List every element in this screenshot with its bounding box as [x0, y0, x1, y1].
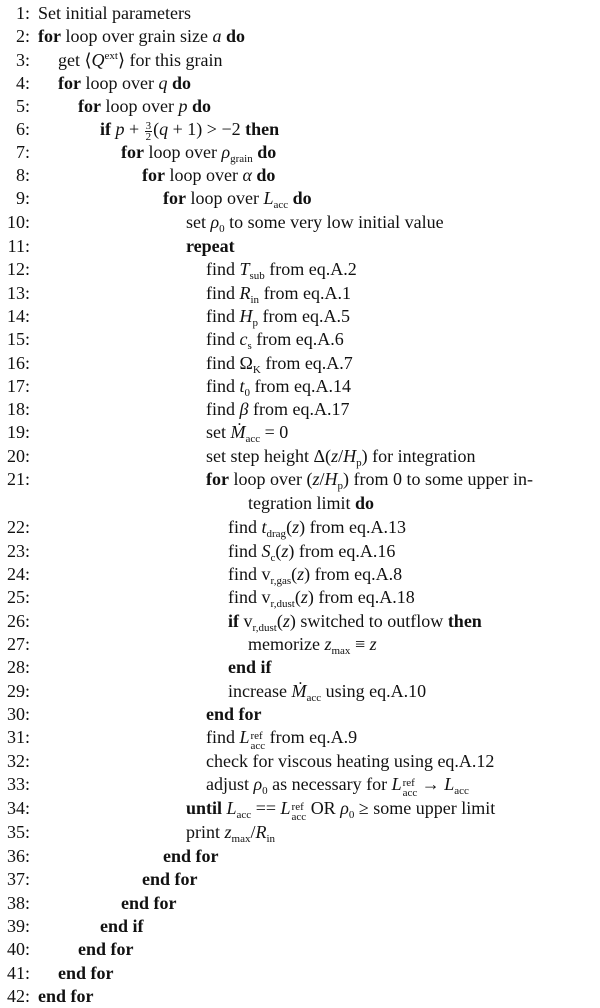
keyword: for — [78, 96, 101, 116]
line-statement — [206, 445, 476, 467]
line-statement — [163, 845, 219, 867]
subscript: max — [231, 833, 251, 845]
text-run: from eq.A.1 — [259, 283, 352, 303]
line-statement — [58, 72, 191, 94]
line-number: 4: — [15, 73, 30, 93]
math-symbol: z — [312, 469, 320, 489]
line-statement — [228, 540, 395, 562]
text-run: as necessary for — [267, 774, 392, 794]
text-run: ⟩ for this grain — [117, 50, 223, 70]
line-number: 22: — [6, 517, 30, 537]
keyword: for — [121, 142, 144, 162]
subscript: grain — [230, 153, 253, 165]
line-statement — [186, 797, 495, 822]
math-symbol: z — [282, 611, 290, 631]
keyword: do — [171, 73, 191, 93]
math-symbol: a — [212, 26, 222, 46]
text-run: ≡ — [350, 634, 370, 654]
text-run: loop over grain size — [60, 26, 213, 46]
line-number: 5: — [15, 96, 30, 116]
line-number: 16: — [6, 353, 30, 373]
line-number: 40: — [6, 939, 30, 959]
line-statement — [38, 985, 94, 1007]
line-number: 23: — [6, 541, 30, 561]
text-run: OR — [306, 798, 341, 818]
text-run: find — [206, 376, 240, 396]
subscript: drag — [266, 528, 287, 540]
text-run: loop over — [100, 96, 179, 116]
line-number: 38: — [6, 893, 30, 913]
keyword: do — [191, 96, 211, 116]
subscript: 0 — [348, 809, 355, 821]
line-number: 10: — [6, 212, 30, 232]
line-number: 24: — [6, 564, 30, 584]
text-run: + — [124, 119, 144, 139]
line-number: 39: — [6, 916, 30, 936]
text-run: set — [186, 212, 211, 232]
line-number: 13: — [6, 283, 30, 303]
text-run: tegration limit — [248, 493, 355, 513]
math-symbol: t — [239, 376, 245, 396]
text-run: find — [206, 283, 240, 303]
line-number: 25: — [6, 587, 30, 607]
math-symbol: L — [444, 774, 455, 794]
text-run: ( — [276, 611, 283, 631]
line-statement — [206, 352, 353, 374]
line-statement — [248, 633, 377, 655]
text-run: ) from eq.A.13 — [299, 517, 407, 537]
math-symbol: z — [281, 541, 289, 561]
line-statement — [206, 398, 349, 420]
subscript: p — [356, 457, 362, 469]
line-number: 37: — [6, 869, 30, 889]
keyword: for — [142, 165, 165, 185]
text-run: loop over — [164, 165, 243, 185]
line-statement — [58, 962, 114, 984]
subscript: r,dust — [252, 622, 277, 634]
sup-sub-stack — [292, 802, 307, 822]
subscript: acc — [236, 809, 252, 821]
line-statement — [142, 868, 198, 890]
subscript: acc — [273, 199, 289, 211]
text-run: get ⟨ — [58, 50, 92, 70]
line-number: 19: — [6, 422, 30, 442]
text-run: ) from eq.A.16 — [288, 541, 396, 561]
line-number: 32: — [6, 751, 30, 771]
line-statement — [100, 118, 279, 142]
subscript: acc — [454, 785, 469, 797]
line-number: 42: — [6, 986, 30, 1006]
text-run: to some very low initial value — [224, 212, 444, 232]
math-symbol: ρ — [221, 142, 231, 162]
text-run: loop over — [80, 73, 159, 93]
text-run: find v — [228, 587, 271, 607]
keyword: do — [292, 188, 312, 208]
text-run: from eq.A.14 — [250, 376, 351, 396]
text-run: find — [206, 306, 240, 326]
text-run: find Ω — [206, 353, 253, 373]
keyword: if — [100, 119, 111, 139]
line-statement — [186, 821, 275, 843]
text-run: set step height Δ( — [206, 446, 332, 466]
text-run: find — [206, 329, 240, 349]
subscript: in — [250, 294, 260, 306]
keyword: for — [58, 73, 81, 93]
line-number: 35: — [6, 822, 30, 842]
line-statement — [206, 703, 262, 725]
line-statement — [206, 773, 469, 798]
subscript: in — [266, 833, 276, 845]
line-number: 34: — [6, 798, 30, 818]
math-symbol: H — [239, 306, 253, 326]
line-statement — [206, 750, 494, 772]
text-run: ≥ some upper limit — [354, 798, 496, 818]
text-run: ) from 0 to some upper in- — [343, 469, 533, 489]
line-number: 2: — [15, 26, 30, 46]
math-symbol: z — [292, 517, 300, 537]
text-run: + 1) > −2 — [168, 119, 246, 139]
math-symbol: Ṁ — [291, 681, 307, 701]
math-symbol: Q — [91, 50, 105, 70]
line-statement — [142, 164, 275, 186]
line-number: 1: — [15, 3, 30, 23]
line-statement — [206, 421, 288, 443]
fraction — [145, 121, 153, 142]
line-21-continuation — [248, 492, 374, 514]
line-number: 26: — [6, 611, 30, 631]
subscript: r,gas — [270, 575, 292, 587]
line-number: 41: — [6, 963, 30, 983]
math-symbol: α — [242, 165, 252, 185]
line-number: 20: — [6, 446, 30, 466]
math-symbol: t — [261, 517, 267, 537]
text-run: = 0 — [260, 422, 289, 442]
line-number: 6: — [15, 119, 30, 139]
line-number: 12: — [6, 259, 30, 279]
subscript: sub — [249, 270, 265, 282]
keyword: then — [245, 119, 280, 139]
line-statement — [228, 563, 402, 585]
subscript: acc — [402, 787, 418, 799]
text-run: / — [250, 822, 256, 842]
keyword: do — [257, 142, 277, 162]
line-statement — [206, 282, 351, 304]
text-run: ) from eq.A.8 — [304, 564, 403, 584]
text-run: adjust — [206, 774, 254, 794]
text-run: from eq.A.6 — [251, 329, 344, 349]
line-statement — [228, 656, 272, 678]
text-run: find v — [228, 564, 271, 584]
keyword: if — [228, 611, 239, 631]
line-number: 7: — [15, 142, 30, 162]
text-run: loop over — [185, 188, 264, 208]
math-symbol: q — [159, 119, 169, 139]
text-run: from eq.A.7 — [260, 353, 353, 373]
line-number: 18: — [6, 399, 30, 419]
math-symbol: ρ — [210, 212, 220, 232]
line-statement — [206, 375, 351, 397]
text-run: ( — [275, 541, 282, 561]
text-run: ( — [286, 517, 293, 537]
line-statement — [186, 211, 444, 233]
text-run: ) switched to outflow — [289, 611, 448, 631]
math-symbol: ρ — [340, 798, 349, 818]
line-number: 21: — [6, 469, 30, 489]
line-statement — [78, 95, 211, 117]
sup-sub-stack — [251, 731, 266, 751]
sup-sub-stack — [403, 778, 418, 798]
keyword: end if — [100, 916, 144, 936]
text-run: loop over ( — [228, 469, 313, 489]
line-number: 8: — [15, 165, 30, 185]
line-statement — [206, 726, 357, 751]
text-run: ( — [153, 119, 160, 139]
math-symbol: Ṁ — [230, 422, 246, 442]
denominator: 2 — [145, 131, 152, 143]
line-statement — [58, 49, 222, 71]
math-symbol: ρ — [253, 774, 263, 794]
subscript: 0 — [219, 223, 225, 235]
line-number: 33: — [6, 774, 30, 794]
line-statement — [206, 305, 350, 327]
text-run: find — [206, 727, 240, 747]
superscript: ref — [291, 801, 304, 813]
keyword: end for — [163, 846, 219, 866]
math-symbol: β — [239, 399, 249, 419]
keyword: repeat — [186, 236, 235, 256]
line-number: 3: — [15, 50, 30, 70]
text-run: using eq.A.10 — [321, 681, 427, 701]
subscript: max — [331, 645, 351, 657]
math-symbol: z — [224, 822, 232, 842]
line-number: 9: — [15, 188, 30, 208]
text-run: ) for integration — [361, 446, 476, 466]
math-symbol: H — [343, 446, 357, 466]
text-run: find — [206, 399, 240, 419]
subscript: c — [270, 552, 276, 564]
subscript: acc — [245, 433, 261, 445]
math-symbol: z — [297, 564, 305, 584]
subscript: r,dust — [270, 598, 295, 610]
keyword: for — [38, 26, 61, 46]
math-symbol: z — [324, 634, 332, 654]
text-run: Set initial parameters — [38, 3, 191, 23]
keyword: do — [354, 493, 374, 513]
keyword: end for — [58, 963, 114, 983]
text-run: increase — [228, 681, 292, 701]
subscript: 0 — [244, 387, 251, 399]
subscript: s — [247, 340, 252, 352]
text-run: find — [206, 259, 240, 279]
numerator: 3 — [145, 120, 152, 132]
text-run: ( — [294, 587, 301, 607]
math-symbol: L — [226, 798, 237, 818]
keyword: then — [447, 611, 482, 631]
subscript: acc — [291, 811, 307, 823]
keyword: end for — [206, 704, 262, 724]
line-number: 14: — [6, 306, 30, 326]
keyword: for — [163, 188, 186, 208]
line-statement — [186, 235, 235, 257]
line-number: 28: — [6, 657, 30, 677]
superscript: ext — [104, 50, 118, 62]
line-statement — [228, 516, 406, 538]
line-number: 15: — [6, 329, 30, 349]
line-statement — [100, 915, 144, 937]
line-statement — [206, 328, 344, 350]
text-run: loop over — [143, 142, 222, 162]
math-symbol: L — [239, 727, 250, 747]
math-symbol: L — [263, 188, 274, 208]
text-run: ) from eq.A.18 — [307, 587, 415, 607]
text-run: check for viscous heating using eq.A.12 — [206, 751, 495, 771]
line-statement — [38, 25, 245, 47]
text-run: v — [239, 611, 253, 631]
math-symbol: L — [280, 798, 291, 818]
keyword: until — [186, 798, 223, 818]
math-symbol: S — [261, 541, 271, 561]
text-run: memorize — [248, 634, 325, 654]
line-statement — [206, 258, 357, 280]
keyword: end for — [142, 869, 198, 889]
text-run: from eq.A.5 — [258, 306, 350, 326]
math-symbol: p — [178, 96, 188, 116]
line-number: 30: — [6, 704, 30, 724]
math-symbol: R — [255, 822, 267, 842]
text-run: set — [206, 422, 231, 442]
line-statement — [228, 680, 426, 702]
subscript: acc — [250, 740, 266, 752]
text-run: from eq.A.9 — [265, 727, 358, 747]
keyword: end if — [228, 657, 272, 677]
subscript: 0 — [262, 785, 268, 797]
line-number: 11: — [7, 236, 30, 256]
math-symbol: T — [239, 259, 250, 279]
math-symbol: q — [158, 73, 168, 93]
subscript: p — [252, 317, 258, 329]
line-statement — [38, 2, 191, 24]
math-symbol: z — [369, 634, 377, 654]
line-statement — [206, 468, 533, 490]
math-symbol: z — [300, 587, 308, 607]
line-statement — [121, 141, 276, 163]
line-number: 36: — [6, 846, 30, 866]
text-run: from eq.A.2 — [264, 259, 357, 279]
line-statement — [121, 892, 177, 914]
text-run: / — [338, 446, 344, 466]
line-statement — [228, 610, 482, 632]
keyword: for — [206, 469, 229, 489]
line-number: 27: — [6, 634, 30, 654]
line-number: 29: — [6, 681, 30, 701]
line-number: 31: — [6, 727, 30, 747]
line-statement — [78, 938, 134, 960]
keyword: end for — [38, 986, 94, 1006]
text-run: from eq.A.17 — [248, 399, 350, 419]
math-symbol: z — [331, 446, 339, 466]
superscript: ref — [402, 777, 415, 789]
text-run: ( — [291, 564, 298, 584]
keyword: end for — [121, 893, 177, 913]
math-symbol: c — [239, 329, 248, 349]
text-run: == — [251, 798, 281, 818]
subscript: K — [252, 364, 261, 376]
keyword: end for — [78, 939, 134, 959]
line-number: 17: — [6, 376, 30, 396]
text-run: print — [186, 822, 225, 842]
subscript: acc — [306, 692, 322, 704]
math-symbol: R — [239, 283, 251, 303]
superscript: ref — [250, 730, 263, 742]
line-statement — [163, 187, 312, 209]
text-run: find — [228, 541, 262, 561]
math-symbol: p — [115, 119, 125, 139]
math-symbol: H — [324, 469, 338, 489]
text-run: / — [319, 469, 325, 489]
line-statement — [228, 586, 415, 608]
math-symbol: L — [391, 774, 402, 794]
subscript: p — [337, 480, 343, 492]
keyword: do — [256, 165, 276, 185]
text-run: → — [417, 774, 445, 794]
text-run: find — [228, 517, 262, 537]
keyword: do — [225, 26, 245, 46]
